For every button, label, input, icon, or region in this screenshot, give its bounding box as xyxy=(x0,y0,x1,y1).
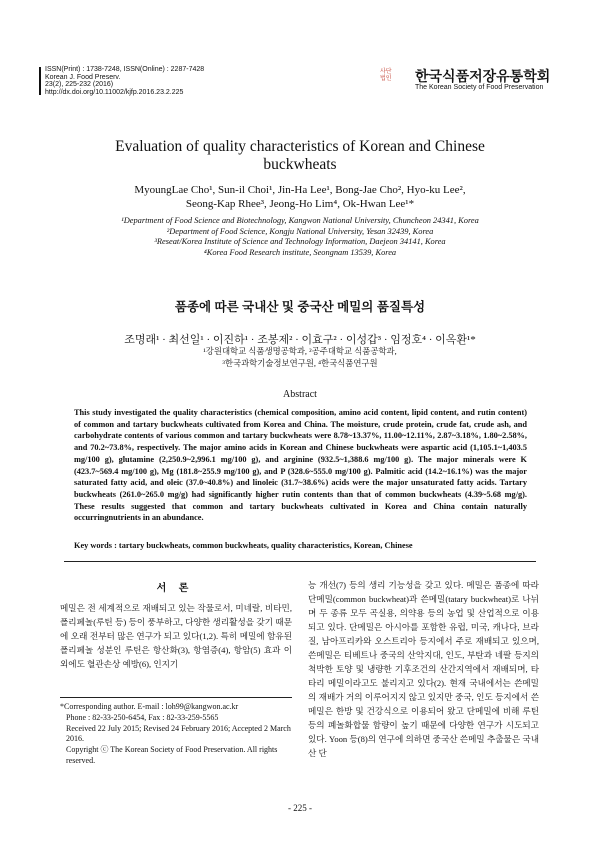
ko-affiliation-line-2: ³한국과학기술정보연구원, ⁴한국식품연구원 xyxy=(222,359,378,368)
affiliation-3: ³Reseat/Korea Institute of Science and Technology Information, Daejeon 34141, Korea xyxy=(154,237,446,246)
abstract-heading: Abstract xyxy=(283,389,317,400)
abstract-body: This study investigated the quality characteristics (chemical composition, amino acid content, lipid content, and rutin content) of common and tartary buckwheats cultivated from Korea and China. The moisture, crude protein, crude fat, crude ash, and carbohydrate contents of various common and tartary buckwheats were 8.78~13.37%, 11.00~12.11%, 2.87~3.18%, 1.80~2.58%, and 70.2~73.8%, respectively. The major amino acids in Korean and Chinese buckwheats were aspartic acid (1,105.1~1,403.5 mg/100 g), glutamine (2,250.9~2,996.1 mg/100 g), and arginine (932.5~1,388.6 mg/100 g). The major minerals were K (423.7~569.4 mg/100 g), Mg (181.8~255.9 mg/100 g), and P (328.6~555.0 mg/100 g). Palmitic acid (14.2~16.1%) was the major saturated fatty acid, and oleic (37.0~40.8%) and linoleic (31.7~38.6%) acids were the major unsaturated fatty acids. Tartary buckwheats (261.0~265.0 mg/g) had significantly higher rutin contents than that of common buckwheats (4.39~5.68 mg/g). These results suggested that common and tartary buckwheats cultivated in Korea and China contain naturally occurringnutrients in an abundance. xyxy=(74,408,527,523)
body-right-column xyxy=(308,578,539,760)
volume-line: 23(2), 225-232 (2016) xyxy=(45,81,114,88)
logo-text-top: 사단 xyxy=(380,69,392,75)
keywords: Key words : tartary buckwheats, common buckwheats, quality characteristics, Korean, Chinese xyxy=(74,541,413,550)
page-number: - 225 - xyxy=(288,803,312,813)
korean-authors: 조명래¹ · 최선일¹ · 이진하¹ · 조봉제² · 이효구² · 이성갑³ · 임정호⁴ · 이옥환¹* xyxy=(124,334,476,346)
intro-paragraph-left: 메밀은 전 세계적으로 재배되고 있는 작물로서, 미네랄, 비타민, 폴리페놀(루틴 등) 등이 풍부하고, 다양한 생리활성을 갖기 때문에 오래 전부터 많은 연구가 되고 있다(1,2). 특히 메밀에 함유된 폴리페놀 성분인 루틴은 항산화(3), 항염증(4), 항암(5) 효과 이외에도 혈관손상 예방(6), 인지기 xyxy=(60,603,292,669)
society-name-ko: 한국식품저장유통학회 xyxy=(415,68,551,84)
society-name-en: The Korean Society of Food Preservation xyxy=(415,84,544,91)
affiliation-2: ²Department of Food Science, Kongju National University, Yesan 32439, Korea xyxy=(166,226,434,236)
title-line-1: Evaluation of quality characteristics of Korean and Chinese xyxy=(115,138,485,155)
body-left-column xyxy=(60,601,292,671)
affiliation-1: ¹Department of Food Science and Biotechnology, Kangwon National University, Chuncheon 24341, Korea xyxy=(121,216,479,225)
authors-line-1: MyoungLae Cho¹, Sun-il Choi¹, Jin-Ha Lee¹, Bong-Jae Cho², Hyo-ku Lee², xyxy=(134,184,466,196)
affiliation-4: ⁴Korea Food Research institute, Seongnam 13539, Korea xyxy=(203,247,397,257)
journal-info xyxy=(45,66,204,96)
author-list xyxy=(40,183,560,211)
corresponding-author: *Corresponding author. E-mail : loh99@kangwon.ac.kr xyxy=(60,702,239,711)
footnote-divider xyxy=(60,697,292,698)
paper-title xyxy=(60,138,540,174)
korean-affiliations xyxy=(40,346,560,370)
affiliations xyxy=(40,216,560,258)
doi-line[interactable]: http://dx.doi.org/10.11002/kjfp.2016.23.2.225 xyxy=(45,88,184,96)
intro-paragraph-right: 능 개선(7) 등의 생리 기능성을 갖고 있다. 메밀은 품종에 따라 단메밀(common buckwheat)과 쓴메밀(tatary buckwheat)로 나뉘며 두 종류 모두 곡실용, 의약용 등의 농업 및 산업적으로 이용되고 있다. 단메밀은 아시아를 포함한 유럽, 미국, 캐나다, 브라질, 남아프리카와 오스트리아 등지에서 주로 재배되고 있으며, 쓴메밀은 티베트나 중국의 산악지대, 인도, 부탄과 네팔 등지의 척박한 토양 및 냉량한 기후조건의 산간지역에서 재배되며, 타타리 메밀이라고도 불리지고 있다(2). 현재 국내에서는 쓴메밀의 재배가 거의 이루어지지 않고 있지만 중국, 인도 등지에서 쓴메밀은 한방 및 건강식으로 이용되어 왔고 단메밀에 비해 루틴 등의 폐놀화합물 함량이 높기 때문에 다양한 연구가 시도되고 있다. Yoon 등(8)의 연구에 의하면 중국산 쓴메밀 추출물은 국내산 단 xyxy=(308,580,539,758)
logo-text-bottom: 법인 xyxy=(380,76,392,82)
korean-title: 품종에 따른 국내산 및 중국산 메밀의 품질특성 xyxy=(174,300,426,314)
contact-phone: Phone : 82-33-250-6454, Fax : 82-33-259-5565 xyxy=(66,712,219,722)
issn-line: ISSN(Print) : 1738-7248, ISSN(Online) : 2287-7428 xyxy=(45,66,205,73)
correspondence-footnote xyxy=(60,702,292,767)
received-dates: Received 22 July 2015; Revised 24 February 2016; Accepted 2 March 2016. xyxy=(66,723,291,744)
introduction-heading: 서 론 xyxy=(156,583,194,594)
journal-name-line: Korean J. Food Preserv. xyxy=(45,73,121,81)
society-logo xyxy=(375,66,399,84)
copyright-notice: Copyright ⓒ The Korean Society of Food Preservation. All rights reserved. xyxy=(66,745,278,765)
header-bar xyxy=(39,67,41,95)
authors-line-2: Seong-Kap Rhee³, Jeong-Ho Lim⁴, Ok-Hwan Lee¹* xyxy=(185,198,415,210)
section-divider xyxy=(64,561,536,562)
title-line-2: buckwheats xyxy=(263,156,337,173)
ko-affiliation-line-1: ¹강원대학교 식품생명공학과, ²공주대학교 식품공학과, xyxy=(203,347,397,356)
